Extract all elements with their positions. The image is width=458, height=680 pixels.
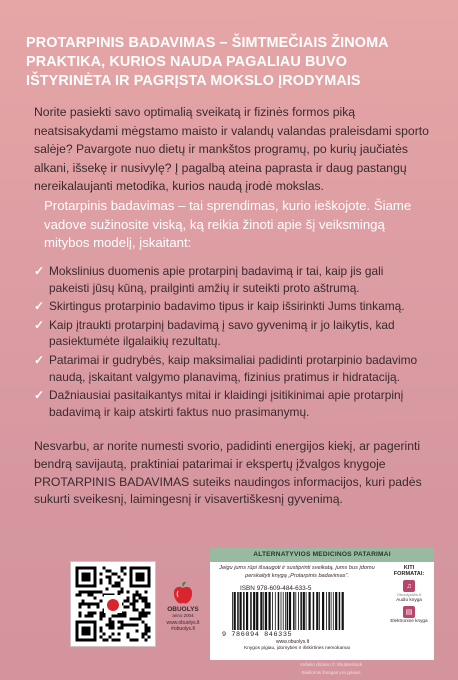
publisher-logo	[164, 581, 202, 632]
apple-logo-icon	[172, 581, 194, 605]
publisher-since: anno 2004	[172, 613, 194, 618]
check-icon: ✓	[34, 299, 45, 314]
series-bar: ALTERNATYVIOS MEDICINOS PATARIMAI	[210, 548, 434, 562]
ebook-icon: ▤	[403, 606, 415, 618]
check-icon: ✓	[34, 352, 45, 367]
format-ebook[interactable]	[388, 606, 430, 624]
format-label: Audio knyga	[396, 597, 422, 602]
list-item: ✓ Patarimai ir gudrybės, kaip maksimaliai padidinti protarpinio badavimo naudą, įskaitant valgymo planavimą, fizinius pratimus ir hidrataciją.	[34, 352, 418, 384]
barcode-graphic	[228, 592, 348, 632]
publisher-hashtag: #obuolys.lt	[171, 626, 195, 632]
barcode	[228, 592, 348, 632]
list-item: ✓ Dažniausiai pasitaikantys mitai ir klaidingi įsitikinimai apie protarpinį badavimą ir kaip atskirti faktus nuo prasimanymų.	[34, 387, 404, 419]
list-item: ✓ Skirtingus protarpinio badavimo tipus ir kaip išsirinkti Jums tinkamą.	[34, 299, 405, 314]
format-label: Elektroninė knyga	[390, 617, 428, 623]
check-icon: ✓	[34, 387, 45, 402]
closing-paragraph: Nesvarbu, ar norite numesti svorio, padidinti energijos kiekį, ar pagerinti bendrą savijautą, praktiniai patarimai ir ekspertų įžvalgos knygoje PROTARPINIS BADAVIMAS suteiks naudingos informacijos, kuri padės sukurti sveikesnį, laimingesnį ir visavertiškesnį gyvenimą.	[34, 439, 422, 507]
list-item: ✓ Kaip įtraukti protarpinį badavimą į savo gyvenimą ir jo laikytis, kad pasiektumėte ilgalaikių rezultatų.	[34, 317, 395, 349]
lead-paragraph: Protarpinis badavimas – tai sprendimas, kurio ieškojote. Šiame vadove sužinosite viską, ką reikia žinoti apie šį veiksmingą mitybos modelį, įskaitant:	[44, 198, 412, 250]
publisher-site[interactable]: www.obuolys.lt	[166, 620, 200, 626]
back-cover-headline: PROTARPINIS BADAVIMAS – ŠIMTMEČIAIS ŽINOMA PRAKTIKA, KURIOS NAUDA PAGALIAU BUVO IŠTYRINĖTA IR PAGRĮSTA MOKSLO ĮRODYMAIS	[26, 35, 389, 89]
credit-line-2: Siaišomis žinogas yra griaius	[301, 670, 361, 675]
other-formats	[388, 565, 430, 623]
panel-site[interactable]: www.obuolys.lt	[276, 639, 310, 645]
check-icon: ✓	[34, 317, 45, 332]
publisher-name: OBUOLYS	[167, 606, 199, 613]
headphones-icon: ♫	[403, 580, 415, 592]
qr-code-graphic	[71, 562, 155, 646]
isbn-text: ISBN 978-609-484-633-5	[240, 585, 312, 592]
barcode-number: 9 786094 846335	[222, 631, 293, 639]
panel-note: Jeigu jums rūpi išsaugoti ir sustiprinti sveikatą, jums bus įdomu perskaityti knygą „Protarpinis badavimas“.	[219, 565, 375, 579]
intro-paragraph: Norite pasiekti savo optimalią sveikatą ir fizinės formos piką neatsisakydami mėgstamo maisto ir valandų valandas praleisdami sporto salėje? Pavargote nuo dietų ir mankštos programų, po kurių jaučiatės alkani, išsekę ir nusivylę? Į pagalbą ateina paprasta ir daug pastangų nereikalaujanti metodika, kurios naudą įrodė mokslas.	[34, 105, 429, 193]
buy-note: Knygos pigiau, įdomybės ir išskirtinės nemokamai	[244, 646, 350, 651]
format-audio[interactable]	[388, 580, 430, 603]
info-panel	[210, 548, 434, 660]
formats-title: KITI FORMATAI:	[393, 565, 425, 577]
credit-line: Viršelio dizaino © Shutterstock	[299, 662, 363, 667]
qr-code[interactable]	[70, 561, 156, 647]
check-icon: ✓	[34, 264, 45, 278]
format-sub: ObuolysAlis.lt	[396, 592, 422, 597]
benefits-list	[34, 263, 426, 422]
list-item: ✓ Mokslinius duomenis apie protarpinį badavimą ir tai, kaip jis gali pakeisti jūsų kūną, prailginti amžių ir suteikti proto aštrumą.	[34, 264, 384, 295]
